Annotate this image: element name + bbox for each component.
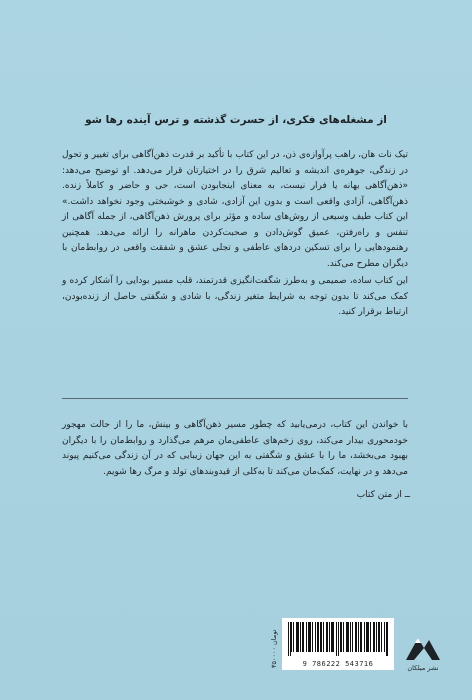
barcode-bar — [340, 622, 341, 652]
barcode-bar — [387, 622, 388, 656]
barcode-bar — [333, 622, 334, 652]
barcode-bar — [343, 622, 344, 652]
barcode-bar — [332, 622, 333, 652]
quote-source: ــ از متن کتاب — [356, 490, 410, 500]
barcode-bar — [341, 622, 342, 652]
barcode-bar — [386, 622, 387, 656]
barcode-bar — [297, 622, 298, 652]
price-label: ۳۵۰۰۰۰ تومان — [270, 629, 278, 668]
barcode-bar — [315, 622, 316, 652]
barcode-bar — [318, 622, 319, 652]
barcode-bar — [378, 622, 379, 652]
barcode-bar — [291, 622, 292, 652]
quote-text — [62, 418, 408, 482]
barcode-bar — [370, 622, 371, 652]
barcode-bar — [346, 622, 347, 652]
section-divider — [62, 398, 408, 399]
intro-paragraph-2: این کتاب ساده، صمیمی و به‌طرز شگفت‌انگیزی قدرتمند، قلب مسیر بودایی را آشکار کرده و کمک می‌کند تا بدون توجه به شرایط متغیر زندگی، با شادی و شگفتی حاصل از زنده‌بودن، ارتباط برقرار کنید. — [62, 276, 408, 317]
barcode-bar — [364, 622, 365, 652]
barcode-bar — [288, 622, 289, 656]
barcode-bar — [323, 622, 324, 652]
barcode-bar — [302, 622, 303, 652]
barcode-bar — [360, 622, 361, 652]
headline: از مشغله‌های فکری، از حسرت گذشته و ترس آینده رها شو — [85, 114, 387, 126]
barcode-bar — [358, 622, 359, 652]
barcode-bar — [338, 622, 339, 656]
barcode-bar — [355, 622, 356, 652]
barcode-bar — [290, 622, 291, 656]
barcode-bar — [329, 622, 330, 652]
barcode-bar — [361, 622, 362, 652]
quote-paragraph: با خواندن این کتاب، درمی‌یابید که چطور مسیر ذهن‌آگاهی و بینش، ما را از حالت مهجور خودمحوری بیدار می‌کند، روی زخم‌های عاطفی‌مان مرهم می‌گذارد و روابط‌مان را با دیگران بهبود می‌بخشد، ما را با عشق و شگفتی به این جهان زیبایی که در آن زندگی می‌کنیم پیوند می‌دهد و در نهایت، کمک‌مان می‌کند تا به‌کلی از قیدوبندهای تولد و مرگ رها شویم. — [62, 420, 408, 477]
barcode-bar — [306, 622, 307, 652]
barcode-bar — [308, 622, 309, 652]
publisher-name: نشر میلکان — [407, 664, 439, 672]
barcode-bar — [300, 622, 301, 652]
barcode-bar — [309, 622, 310, 652]
barcode-bar — [347, 622, 348, 652]
publisher-logo-icon — [404, 622, 442, 670]
barcode-bar — [379, 622, 380, 652]
isbn-number: 9 786222 543716 — [302, 660, 374, 668]
barcode-bar — [312, 622, 313, 652]
barcode-bar — [326, 622, 327, 652]
barcode-bar — [352, 622, 353, 652]
barcode-bar — [374, 622, 375, 652]
barcode-bar — [336, 622, 337, 656]
barcode-bar — [320, 622, 321, 652]
barcode-bar — [367, 622, 368, 652]
barcode-bar — [317, 622, 318, 652]
barcode-bar — [298, 622, 299, 652]
barcode-bar — [321, 622, 322, 652]
isbn-barcode — [282, 618, 394, 670]
barcode-bar — [366, 622, 367, 652]
barcode-bar — [376, 622, 377, 652]
barcode-bar — [310, 622, 311, 652]
barcode-bar — [293, 622, 294, 652]
barcode-bar — [348, 622, 349, 652]
barcode-bar — [381, 622, 382, 652]
barcode-bar — [373, 622, 374, 652]
intro-paragraph-1: تیک نات هان، راهب پرآوازه‌ی ذن، در این کتاب با تأکید بر قدرت ذهن‌آگاهی برای تغییر و تحول در زندگی، جوهره‌ی اندیشه و تعالیم شرق را در اختیارتان قرار می‌دهد. او توضیح می‌دهد: «ذهن‌آگاهی بهانه یا فرار نیست، به معنای اینجابودن است، حی و حاضر و کاملاً زنده. ذهن‌آگاهی، آزادی واقعی است و بدون این آزادی، شادی و خوشبختی وجود نخواهد داشت.» این کتاب طیف وسیعی از روش‌های ساده و مؤثر برای پرورش ذهن‌آگاهی، از جمله آگاهی از تنفس و راه‌رفتن، عمیق گوش‌دادن و صحبت‌کردن ماهرانه را ارائه می‌دهد. همچنین رهنمودهایی را برای تسکین دردهای عاطفی و تجلی عشق و شفقت واقعی در روابط‌مان با دیگران مطرح می‌کند. — [62, 150, 408, 269]
intro-text — [62, 148, 408, 323]
barcode-bar — [327, 622, 328, 652]
barcode-bar — [368, 622, 369, 652]
barcode-bar — [384, 622, 385, 652]
barcode-bar — [303, 622, 304, 652]
barcode-bars — [288, 622, 388, 656]
barcode-bar — [356, 622, 357, 652]
barcode-bar — [331, 622, 332, 652]
barcode-bar — [296, 622, 297, 652]
barcode-bar — [350, 622, 351, 652]
